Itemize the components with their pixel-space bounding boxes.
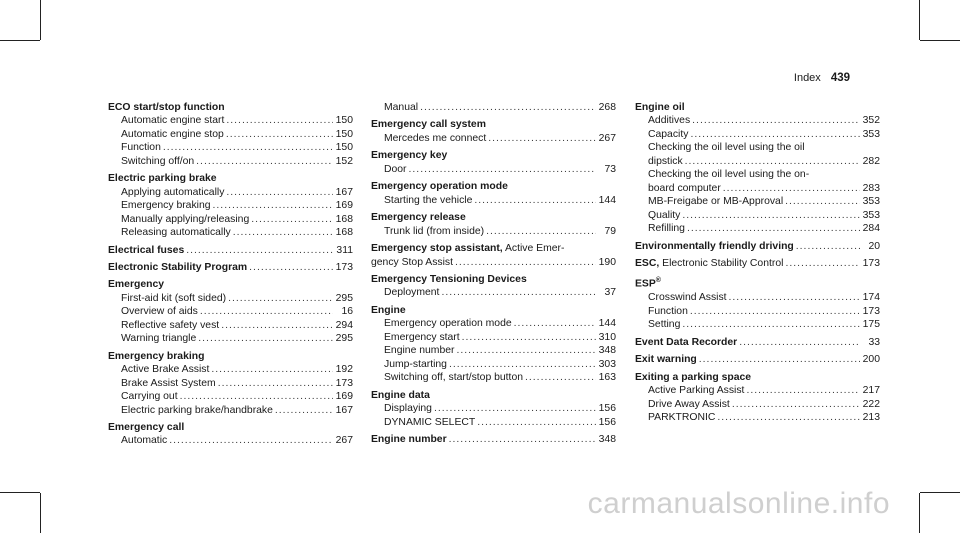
entry-page: 217 bbox=[862, 385, 880, 397]
crop-mark bbox=[920, 492, 960, 493]
leader-dots bbox=[456, 344, 596, 357]
crop-mark bbox=[919, 0, 920, 40]
leader-dots bbox=[455, 256, 596, 269]
entry-page: 284 bbox=[862, 223, 880, 235]
heading-text: Exiting a parking space bbox=[635, 371, 752, 383]
leader-dots bbox=[525, 371, 596, 384]
leader-dots bbox=[200, 305, 333, 318]
leader-dots bbox=[682, 318, 860, 331]
entry-text: Automatic bbox=[121, 435, 168, 447]
leader-dots bbox=[409, 163, 596, 176]
entry-heading bbox=[108, 261, 247, 274]
index-heading-row[interactable] bbox=[108, 244, 353, 257]
leader-dots bbox=[275, 404, 333, 417]
index-entry bbox=[371, 304, 616, 385]
index-heading-row[interactable] bbox=[635, 336, 880, 349]
entry-heading bbox=[371, 304, 616, 317]
entry-text: Active Brake Assist bbox=[121, 364, 210, 376]
index-entry bbox=[371, 242, 616, 269]
entry-text: Additives bbox=[648, 115, 691, 127]
leader-dots bbox=[692, 114, 860, 127]
leader-dots bbox=[514, 317, 596, 330]
index-column-1 bbox=[108, 101, 353, 448]
entry-text: Emergency start bbox=[384, 331, 460, 343]
crop-mark bbox=[40, 493, 41, 533]
index-subentry[interactable] bbox=[108, 377, 353, 390]
heading-text: ESP bbox=[635, 278, 656, 290]
index-entry bbox=[635, 353, 880, 366]
leader-dots bbox=[739, 336, 860, 349]
entry-heading bbox=[108, 421, 353, 434]
entry-heading bbox=[371, 389, 616, 402]
leader-dots bbox=[477, 416, 596, 429]
leader-dots bbox=[486, 225, 596, 238]
page-number: 439 bbox=[830, 72, 850, 84]
index-heading-row[interactable] bbox=[371, 433, 616, 446]
leader-dots bbox=[732, 398, 860, 411]
heading-text: ECO start/stop function bbox=[108, 102, 225, 113]
heading-text: Exit warning bbox=[635, 354, 697, 366]
entry-text: Crosswind Assist bbox=[648, 292, 727, 304]
entry-heading bbox=[371, 273, 616, 286]
entry-heading bbox=[108, 101, 353, 114]
entry-page: 175 bbox=[862, 319, 880, 331]
index-entry bbox=[371, 433, 616, 446]
leader-dots bbox=[226, 128, 333, 141]
leader-dots bbox=[228, 292, 333, 305]
index-heading-row[interactable] bbox=[635, 257, 880, 270]
entry-text: Switching off/on bbox=[121, 155, 195, 167]
subentry-line: Checking the oil level using the on- bbox=[648, 169, 810, 181]
leader-dots bbox=[449, 358, 596, 371]
heading-text: Emergency Tensioning Devices bbox=[371, 273, 527, 285]
entry-page: 303 bbox=[598, 358, 616, 370]
leader-dots bbox=[699, 353, 860, 366]
leader-dots bbox=[682, 209, 860, 222]
leader-dots bbox=[226, 114, 333, 127]
entry-text: PARKTRONIC bbox=[648, 411, 716, 423]
entry-page: 213 bbox=[862, 411, 880, 423]
index-entry bbox=[635, 257, 880, 270]
entry-page: 156 bbox=[598, 403, 616, 415]
index-subentry[interactable] bbox=[635, 209, 880, 222]
index-entry bbox=[635, 274, 880, 331]
index-subentry[interactable] bbox=[108, 305, 353, 318]
leader-dots bbox=[233, 226, 333, 239]
entry-page: 192 bbox=[335, 364, 353, 376]
index-subentry[interactable] bbox=[108, 186, 353, 199]
entry-page: 282 bbox=[862, 155, 880, 167]
entry-text: dipstick bbox=[648, 155, 683, 167]
leader-dots bbox=[462, 331, 596, 344]
entry-text: Engine number bbox=[384, 345, 455, 357]
entry-page: 190 bbox=[598, 256, 616, 268]
entry-heading bbox=[108, 350, 353, 363]
entry-text: Setting bbox=[648, 319, 681, 331]
leader-dots bbox=[685, 155, 860, 168]
heading-text: Emergency release bbox=[371, 212, 466, 224]
entry-text: Trunk lid (from inside) bbox=[384, 225, 485, 237]
index-subentry[interactable] bbox=[371, 225, 616, 238]
index-entry bbox=[108, 244, 353, 257]
entry-page: 173 bbox=[862, 257, 880, 269]
entry-page: 167 bbox=[335, 186, 353, 198]
entry-heading bbox=[635, 257, 783, 270]
entry-heading bbox=[108, 278, 353, 291]
index-entry bbox=[108, 172, 353, 239]
entry-heading bbox=[371, 180, 616, 193]
index-entry bbox=[108, 421, 353, 448]
entry-heading bbox=[635, 371, 880, 384]
index-subentry[interactable] bbox=[108, 114, 353, 127]
index-subentry[interactable] bbox=[371, 132, 616, 145]
index-subentry[interactable] bbox=[371, 163, 616, 176]
entry-text: Door bbox=[384, 163, 407, 175]
leader-dots bbox=[251, 213, 333, 226]
index-subentry[interactable] bbox=[108, 363, 353, 376]
index-subentry[interactable] bbox=[371, 194, 616, 207]
index-subentry[interactable] bbox=[108, 226, 353, 239]
leader-dots bbox=[474, 194, 596, 207]
leader-dots bbox=[717, 411, 860, 424]
entry-text: Active Parking Assist bbox=[648, 385, 745, 397]
heading-text: Electrical fuses bbox=[108, 244, 185, 256]
index-subentry[interactable] bbox=[635, 182, 880, 195]
index-entry bbox=[108, 350, 353, 417]
leader-dots bbox=[198, 332, 333, 345]
index-entry bbox=[371, 211, 616, 238]
leader-dots bbox=[226, 186, 333, 199]
heading-text: Emergency braking bbox=[108, 350, 205, 362]
entry-text: Starting the vehicle bbox=[384, 194, 473, 206]
leader-dots bbox=[785, 257, 860, 270]
entry-text: Switching off, start/stop button bbox=[384, 372, 524, 384]
index-entry bbox=[635, 336, 880, 349]
leader-dots bbox=[163, 141, 333, 154]
page-header bbox=[794, 72, 850, 84]
entry-heading bbox=[635, 101, 880, 114]
entry-page: 169 bbox=[335, 391, 353, 403]
index-subentry[interactable] bbox=[635, 318, 880, 331]
crop-mark bbox=[919, 493, 920, 533]
entry-page: 353 bbox=[862, 196, 880, 208]
index-subentry[interactable] bbox=[371, 371, 616, 384]
heading-text: ESC, bbox=[635, 257, 660, 269]
leader-dots bbox=[690, 128, 860, 141]
leader-dots bbox=[420, 101, 596, 114]
entry-text: Quality bbox=[648, 209, 681, 221]
heading-text: Emergency call system bbox=[371, 119, 486, 131]
entry-page: 20 bbox=[868, 240, 880, 252]
entry-text: Displaying bbox=[384, 403, 432, 415]
entry-heading bbox=[371, 118, 616, 131]
index-heading-row[interactable] bbox=[635, 353, 880, 366]
leader-dots bbox=[449, 433, 596, 446]
index-subentry[interactable] bbox=[371, 286, 616, 299]
leader-dots bbox=[687, 222, 860, 235]
leader-dots bbox=[729, 291, 860, 304]
index-subentry[interactable] bbox=[108, 128, 353, 141]
heading-text: Emergency bbox=[108, 279, 165, 291]
entry-heading bbox=[108, 172, 353, 185]
entry-page: 353 bbox=[862, 128, 880, 140]
registered-mark: ® bbox=[655, 277, 661, 285]
leader-dots bbox=[180, 390, 333, 403]
leader-dots bbox=[221, 319, 333, 332]
crop-mark bbox=[0, 40, 40, 41]
heading-text: Electronic Stability Program bbox=[108, 261, 248, 273]
index-column-3 bbox=[635, 101, 880, 424]
index-entry bbox=[371, 101, 616, 114]
entry-page: 294 bbox=[335, 319, 353, 331]
heading-text: Emergency call bbox=[108, 421, 185, 433]
entry-text: Mercedes me connect bbox=[384, 132, 487, 144]
entry-text: Electric parking brake/handbrake bbox=[121, 404, 273, 416]
heading-text: Engine number bbox=[371, 433, 447, 445]
index-entry bbox=[108, 101, 353, 168]
index-entry bbox=[635, 371, 880, 425]
entry-text: Manually applying/releasing bbox=[121, 213, 250, 225]
index-subentry[interactable] bbox=[108, 141, 353, 154]
leader-dots bbox=[249, 261, 333, 274]
entry-page: 73 bbox=[604, 163, 616, 175]
index-subentry[interactable] bbox=[371, 317, 616, 330]
entry-text: MB-Freigabe or MB-Approval bbox=[648, 196, 784, 208]
entry-page: 144 bbox=[598, 318, 616, 330]
entry-text: Function bbox=[648, 305, 688, 317]
index-entry bbox=[635, 240, 880, 253]
index-subentry[interactable] bbox=[108, 292, 353, 305]
entry-text: Overview of aids bbox=[121, 306, 198, 318]
index-subentry[interactable] bbox=[635, 128, 880, 141]
heading-text: Emergency stop assistant, bbox=[371, 243, 503, 255]
entry-page: 200 bbox=[862, 354, 880, 366]
entry-heading bbox=[635, 336, 737, 349]
entry-page: 33 bbox=[868, 336, 880, 348]
leader-dots bbox=[213, 199, 333, 212]
index-subentry[interactable] bbox=[371, 101, 616, 114]
index-subentry[interactable] bbox=[108, 434, 353, 447]
entry-page: 174 bbox=[862, 292, 880, 304]
entry-page: 348 bbox=[598, 345, 616, 357]
leader-dots bbox=[796, 240, 860, 253]
index-subentry[interactable] bbox=[635, 291, 880, 304]
crop-mark bbox=[40, 0, 41, 40]
leader-dots bbox=[723, 182, 860, 195]
entry-text: Capacity bbox=[648, 128, 689, 140]
entry-text: Function bbox=[121, 142, 161, 154]
heading-text: Environmentally friendly driving bbox=[635, 240, 794, 252]
index-entry bbox=[108, 261, 353, 274]
entry-page: 267 bbox=[598, 132, 616, 144]
entry-heading bbox=[635, 274, 880, 291]
entry-page: 168 bbox=[335, 227, 353, 239]
entry-page: 156 bbox=[598, 416, 616, 428]
entry-page: 37 bbox=[604, 287, 616, 299]
index-subentry[interactable] bbox=[108, 332, 353, 345]
entry-text: Releasing automatically bbox=[121, 227, 231, 239]
header-title: Index bbox=[793, 72, 821, 84]
entry-text: Brake Assist System bbox=[121, 377, 216, 389]
heading-subtext: Electronic Stability Control bbox=[659, 257, 784, 269]
entry-text: Emergency braking bbox=[121, 200, 211, 212]
entry-page: 173 bbox=[862, 305, 880, 317]
index-heading-row[interactable] bbox=[635, 240, 880, 253]
index-entry bbox=[108, 278, 353, 345]
index-subentry[interactable] bbox=[635, 384, 880, 397]
subentry-line: Checking the oil level using the oil bbox=[648, 142, 805, 154]
entry-text: Emergency operation mode bbox=[384, 318, 512, 330]
leader-dots bbox=[218, 377, 333, 390]
entry-page: 353 bbox=[862, 209, 880, 221]
index-entry bbox=[371, 118, 616, 145]
entry-text: board computer bbox=[648, 182, 721, 194]
entry-page: 79 bbox=[604, 225, 616, 237]
index-entry bbox=[371, 149, 616, 176]
entry-page: 352 bbox=[862, 115, 880, 127]
entry-text: Warning triangle bbox=[121, 333, 197, 345]
heading-text: Engine data bbox=[371, 389, 430, 401]
entry-text: Applying automatically bbox=[121, 186, 225, 198]
entry-page: 168 bbox=[335, 213, 353, 225]
index-subentry[interactable] bbox=[635, 114, 880, 127]
index-entry bbox=[371, 389, 616, 429]
entry-page: 295 bbox=[335, 333, 353, 345]
entry-page: 348 bbox=[598, 433, 616, 445]
leader-dots bbox=[690, 305, 860, 318]
entry-text: Carrying out bbox=[121, 391, 178, 403]
heading-text: Emergency operation mode bbox=[371, 181, 508, 193]
index-entry bbox=[371, 273, 616, 300]
entry-heading bbox=[108, 244, 184, 257]
index-subentry[interactable] bbox=[108, 199, 353, 212]
entry-text: Manual bbox=[384, 102, 419, 113]
entry-page: 295 bbox=[335, 292, 353, 304]
index-subentry[interactable] bbox=[635, 195, 880, 208]
index-subentry[interactable] bbox=[108, 404, 353, 417]
entry-text: Jump-starting bbox=[384, 358, 447, 370]
entry-page: 150 bbox=[335, 115, 353, 127]
entry-heading bbox=[371, 242, 616, 255]
entry-page: 167 bbox=[335, 404, 353, 416]
entry-text: Refilling bbox=[648, 223, 685, 235]
index-continuation-row[interactable] bbox=[371, 256, 616, 269]
entry-page: 150 bbox=[335, 142, 353, 154]
index-subentry[interactable] bbox=[108, 319, 353, 332]
leader-dots bbox=[488, 132, 596, 145]
index-heading-row[interactable] bbox=[108, 261, 353, 274]
entry-heading bbox=[371, 149, 616, 162]
heading-text: Emergency key bbox=[371, 150, 448, 162]
entry-page: 150 bbox=[335, 128, 353, 140]
entry-text: gency Stop Assist bbox=[371, 256, 454, 268]
entry-page: 16 bbox=[341, 306, 353, 318]
entry-text: Automatic engine stop bbox=[121, 128, 224, 140]
entry-text: First-aid kit (soft sided) bbox=[121, 292, 227, 304]
watermark: carmanualsonline.info bbox=[587, 487, 890, 520]
crop-mark bbox=[920, 40, 960, 41]
leader-dots bbox=[441, 286, 596, 299]
index-subentry[interactable] bbox=[371, 358, 616, 371]
index-entry bbox=[371, 180, 616, 207]
leader-dots bbox=[785, 195, 860, 208]
entry-page: 310 bbox=[598, 331, 616, 343]
leader-dots bbox=[186, 244, 333, 257]
crop-mark bbox=[0, 492, 40, 493]
leader-dots bbox=[196, 155, 333, 168]
entry-heading bbox=[635, 240, 794, 253]
index-subentry[interactable] bbox=[108, 390, 353, 403]
index-column-2 bbox=[371, 101, 616, 446]
leader-dots bbox=[169, 434, 333, 447]
entry-page: 222 bbox=[862, 398, 880, 410]
leader-dots bbox=[434, 402, 596, 415]
heading-text: Engine oil bbox=[635, 102, 685, 113]
index-entry bbox=[635, 101, 880, 236]
index-subentry[interactable] bbox=[635, 305, 880, 318]
entry-heading bbox=[371, 433, 447, 446]
entry-heading bbox=[371, 211, 616, 224]
index-subentry[interactable] bbox=[635, 398, 880, 411]
index-subentry[interactable] bbox=[371, 331, 616, 344]
index-subentry[interactable] bbox=[371, 402, 616, 415]
index-subentry[interactable] bbox=[635, 411, 880, 424]
entry-page: 169 bbox=[335, 200, 353, 212]
entry-text: Reflective safety vest bbox=[121, 319, 220, 331]
entry-page: 173 bbox=[335, 377, 353, 389]
entry-text: DYNAMIC SELECT bbox=[384, 416, 476, 428]
entry-text: Automatic engine start bbox=[121, 115, 225, 127]
leader-dots bbox=[211, 363, 333, 376]
entry-page: 144 bbox=[598, 194, 616, 206]
entry-page: 283 bbox=[862, 182, 880, 194]
entry-text: Deployment bbox=[384, 287, 440, 299]
index-subentry[interactable] bbox=[371, 416, 616, 429]
entry-page: 268 bbox=[598, 102, 616, 113]
leader-dots bbox=[746, 384, 860, 397]
entry-page: 267 bbox=[335, 435, 353, 447]
heading-text: Engine bbox=[371, 304, 406, 316]
index-subentry[interactable] bbox=[108, 213, 353, 226]
heading-text: Electric parking brake bbox=[108, 173, 217, 185]
entry-page: 173 bbox=[335, 261, 353, 273]
index-subentry[interactable] bbox=[108, 155, 353, 168]
heading-subtext: Active Emer- bbox=[502, 243, 565, 255]
heading-text: Event Data Recorder bbox=[635, 336, 738, 348]
entry-page: 152 bbox=[335, 155, 353, 167]
index-subentry[interactable] bbox=[635, 222, 880, 235]
entry-text: Drive Away Assist bbox=[648, 398, 730, 410]
index-subentry[interactable] bbox=[635, 155, 880, 168]
entry-heading bbox=[635, 353, 697, 366]
entry-page: 311 bbox=[336, 244, 353, 256]
index-subentry[interactable] bbox=[371, 344, 616, 357]
entry-page: 163 bbox=[598, 372, 616, 384]
